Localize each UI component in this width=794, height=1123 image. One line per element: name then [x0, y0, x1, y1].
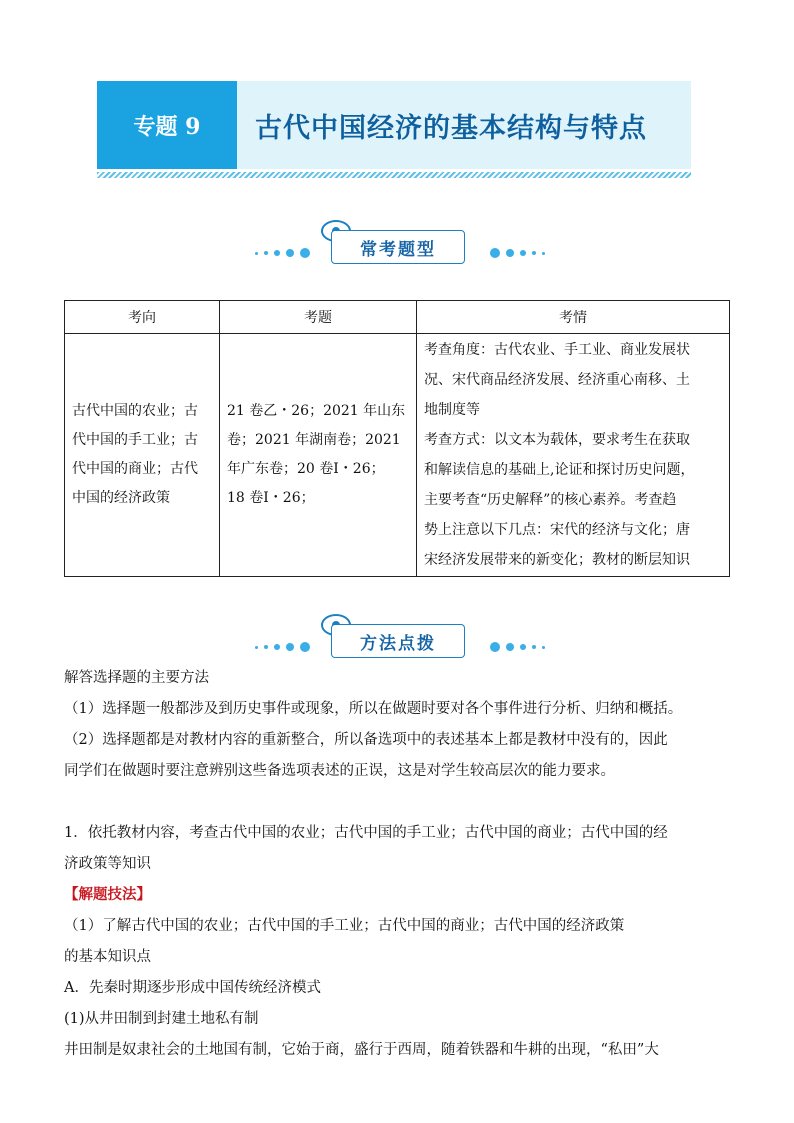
cell-line: 况、宋代商品经济发展、经济重心南移、土 — [424, 372, 690, 388]
decorative-dots-left — [255, 642, 310, 652]
cell-line: 地制度等 — [424, 402, 480, 418]
section-header-common-types — [255, 226, 545, 266]
cell-line: 主要考查“历史解释”的核心素养。考查趋 — [424, 492, 677, 508]
cell-questions — [220, 334, 417, 577]
cell-line: 卷；2021 年湖南卷；2021 — [227, 432, 401, 448]
cell-line: 古代中国的农业；古 — [72, 403, 198, 419]
cell-line: 考查方式：以文本为载体，要求考生在获取 — [424, 432, 690, 448]
banner-stripe — [97, 172, 691, 178]
decorative-dots-right — [490, 248, 545, 258]
cell-line: 18 卷Ⅰ・26； — [227, 490, 315, 506]
column-header-situation: 考情 — [417, 301, 730, 334]
method-title: 解答选择题的主要方法 — [64, 670, 209, 686]
table-header-row — [65, 301, 730, 334]
skill-1-line-1: （1）了解古代中国的农业；古代中国的手工业；古代中国的商业；古代中国的经济政策 — [64, 918, 625, 934]
decorative-dots-left — [255, 248, 310, 258]
method-item-2-line-2: 同学们在做题时要注意辨别这些备选项表述的正误，这是对学生较高层次的能力要求。 — [64, 763, 615, 779]
item-a1-heading: (1)从井田制到封建土地私有制 — [64, 1011, 259, 1027]
section-title-common-types: 常考题型 — [331, 230, 465, 264]
skill-label: 【解题技法】 — [64, 886, 151, 903]
cell-situation — [417, 334, 730, 577]
point-1-line-1: 1．依托教材内容，考查古代中国的农业；古代中国的手工业；古代中国的商业；古代中国的经 — [64, 825, 668, 841]
page-title: 古代中国经济的基本结构与特点 — [255, 112, 647, 144]
decorative-dots-right — [490, 642, 545, 652]
topic-banner — [97, 81, 691, 169]
cell-line: 宋经济发展带来的新变化；教材的断层知识 — [424, 552, 690, 568]
cell-line: 和解读信息的基础上,论证和探讨历史问题， — [424, 462, 695, 478]
item-a1-text: 井田制是奴隶社会的土地国有制，它始于商，盛行于西周，随着铁器和牛耕的出现，“私田”大 — [64, 1042, 659, 1058]
cell-line: 势上注意以下几点：宋代的经济与文化；唐 — [424, 522, 690, 538]
column-header-direction: 考向 — [65, 301, 220, 334]
cell-direction — [65, 334, 220, 577]
column-header-questions: 考题 — [220, 301, 417, 334]
cell-line: 年广东卷；20 卷Ⅰ・26； — [227, 461, 385, 477]
section-header-method — [255, 620, 545, 660]
method-item-1: （1）选择题一般都涉及到历史事件或现象，所以在做题时要对各个事件进行分析、归纳和概括。 — [64, 701, 683, 717]
method-item-2-line-1: （2）选择题都是对教材内容的重新整合，所以备选项中的表述基本上都是教材中没有的，因此 — [64, 732, 668, 748]
banner-title-box — [237, 81, 691, 169]
point-1-line-2: 济政策等知识 — [64, 856, 151, 872]
skill-1-line-2: 的基本知识点 — [64, 949, 151, 965]
section-title-method: 方法点拨 — [331, 624, 465, 658]
exam-overview-table — [64, 300, 730, 577]
cell-line: 中国的经济政策 — [72, 490, 170, 506]
cell-line: 21 卷乙・26；2021 年山东 — [227, 403, 406, 419]
cell-line: 考查角度：古代农业、手工业、商业发展状 — [424, 342, 690, 358]
topic-number-label: 专题 9 — [97, 81, 237, 169]
item-a-heading: A．先秦时期逐步形成中国传统经济模式 — [64, 980, 321, 996]
table-row — [65, 334, 730, 577]
cell-line: 代中国的手工业；古 — [72, 432, 198, 448]
cell-line: 代中国的商业；古代 — [72, 461, 198, 477]
